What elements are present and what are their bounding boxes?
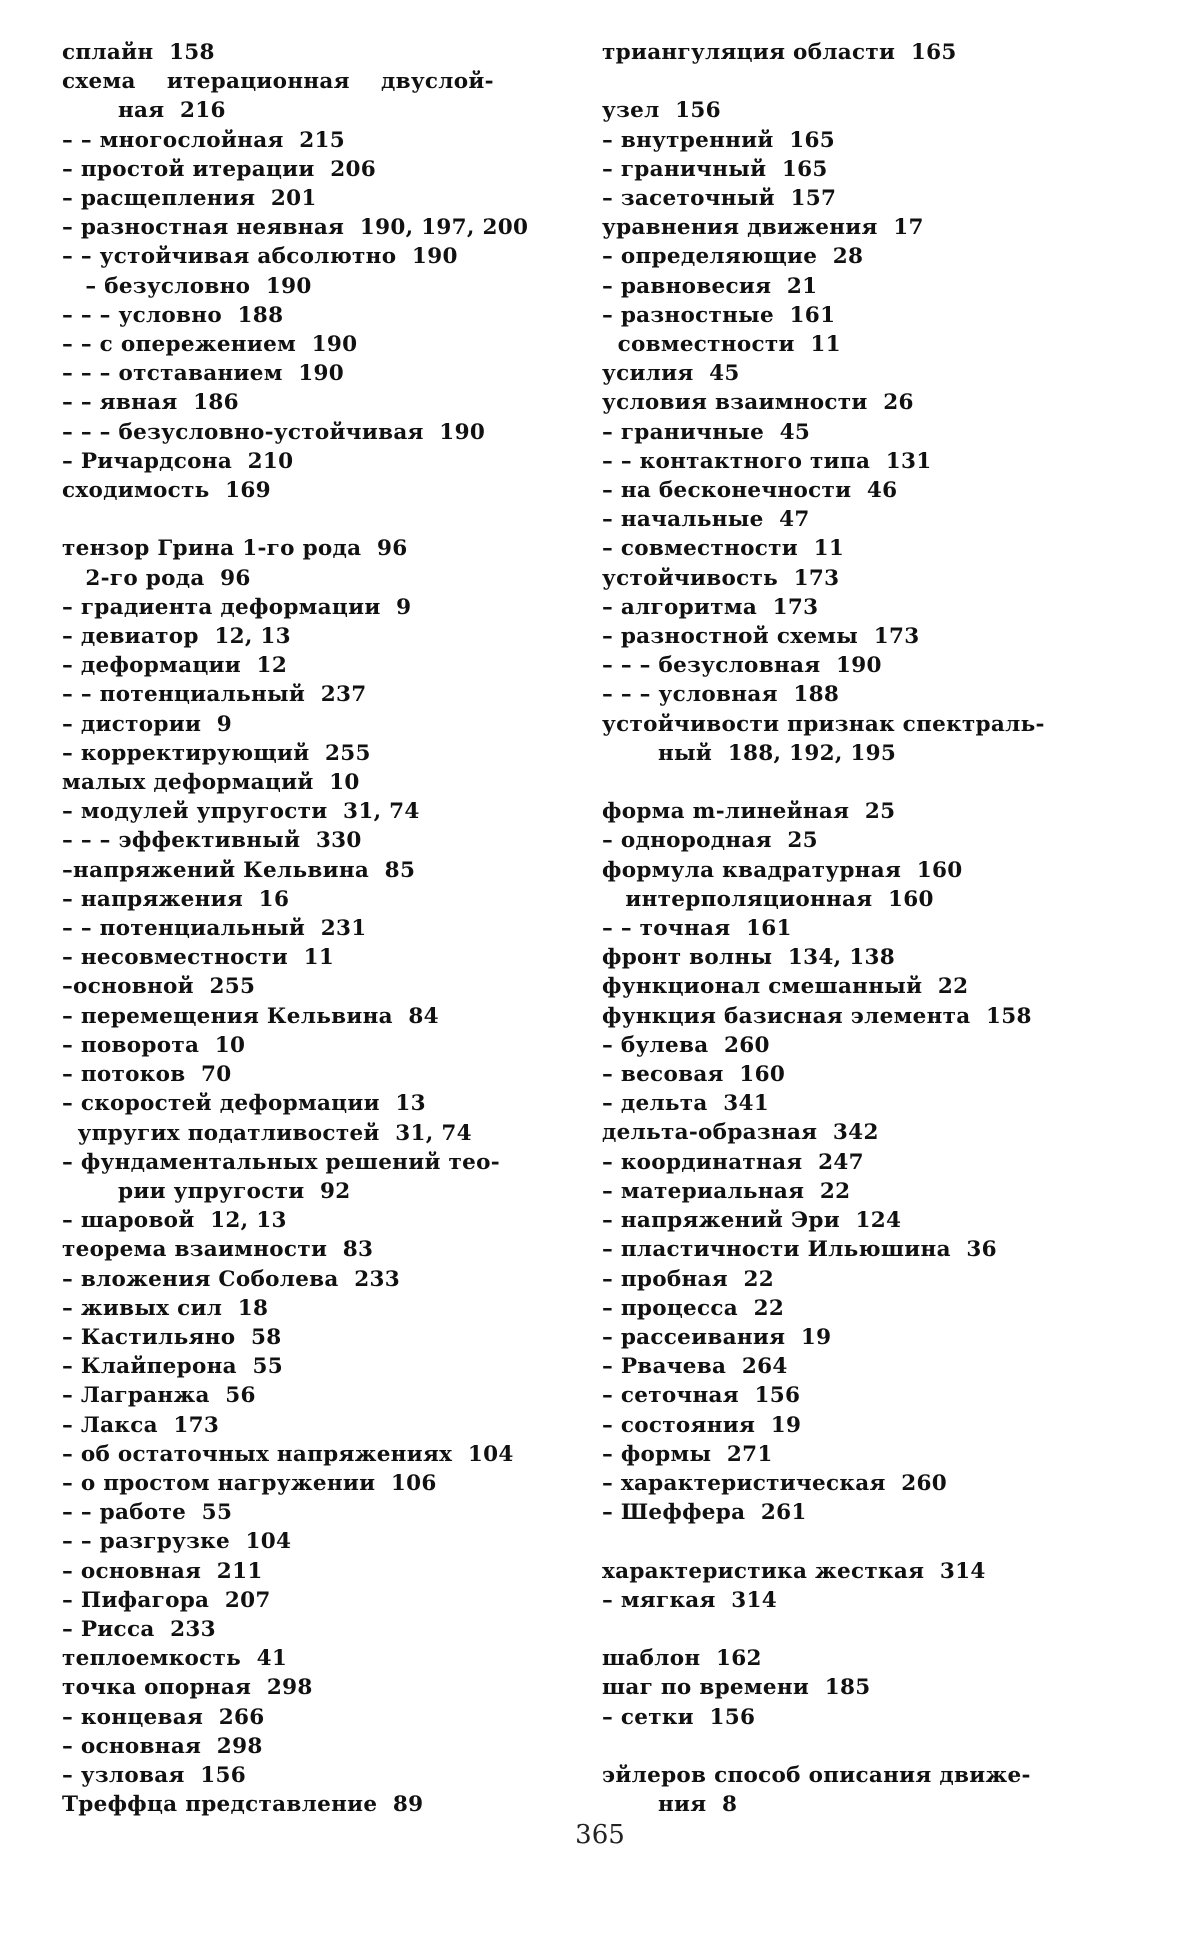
page-number: 365 <box>575 1820 625 1850</box>
index-entry: ный 188, 192, 195 <box>658 740 897 766</box>
index-entry: – – многослойная 215 <box>62 127 345 153</box>
index-entry: – несовместности 11 <box>62 945 335 971</box>
index-entry: – напряжений Эри 124 <box>602 1208 902 1234</box>
index-column-left <box>62 38 562 1819</box>
index-entry: – живых сил 18 <box>62 1295 269 1321</box>
index-entry: – об остаточных напряжениях 104 <box>62 1441 514 1467</box>
index-entry: – разностной схемы 173 <box>602 624 920 650</box>
index-entry: – пробная 22 <box>602 1266 775 1292</box>
index-entry: – равновесия 21 <box>602 273 818 299</box>
index-entry: – начальные 47 <box>602 507 810 533</box>
index-entry: – – с опережением 190 <box>62 332 358 358</box>
index-entry: – Ричардсона 210 <box>62 448 294 474</box>
index-gap <box>602 67 1122 96</box>
index-entry: – Рвачева 264 <box>602 1354 788 1380</box>
index-entry: рии упругости 92 <box>118 1178 351 1204</box>
index-entry: – разностные 161 <box>602 302 836 328</box>
index-entry: – о простом нагружении 106 <box>62 1470 437 1496</box>
index-entry: – – – эффективный 330 <box>62 828 362 854</box>
index-entry: – Шеффера 261 <box>602 1500 807 1526</box>
index-entry: – булева 260 <box>602 1032 770 1058</box>
index-entry: – – потенциальный 237 <box>62 682 367 708</box>
index-entry: шаблон 162 <box>602 1646 762 1672</box>
index-entry: 2-го рода 96 <box>62 565 251 591</box>
index-entry: Треффца представление 89 <box>62 1792 424 1818</box>
index-gap <box>602 1615 1122 1644</box>
index-entry: шаг по времени 185 <box>602 1675 871 1701</box>
index-entry: схема итерационная двуслой- <box>62 69 494 95</box>
index-entry: – состояния 19 <box>602 1412 802 1438</box>
index-entry: – напряжения 16 <box>62 886 290 912</box>
index-entry: узел 156 <box>602 98 721 124</box>
index-entry: – скоростей деформации 13 <box>62 1091 426 1117</box>
index-entry: – перемещения Кельвина 84 <box>62 1003 439 1029</box>
index-entry: тензор Грина 1-го рода 96 <box>62 536 408 562</box>
index-entry: – – – условная 188 <box>602 682 840 708</box>
index-entry: – сеточная 156 <box>602 1383 801 1409</box>
index-entry: – граничный 165 <box>602 156 828 182</box>
index-entry: – – устойчивая абсолютно 190 <box>62 244 458 270</box>
index-column-right <box>602 38 1122 1819</box>
index-entry: – алгоритма 173 <box>602 594 819 620</box>
index-entry: – узловая 156 <box>62 1762 247 1788</box>
index-entry: – градиента деформации 9 <box>62 594 412 620</box>
index-entry: – – – отставанием 190 <box>62 361 345 387</box>
index-entry: – весовая 160 <box>602 1062 786 1088</box>
index-entry: – концевая 266 <box>62 1704 265 1730</box>
index-entry: – корректирующий 255 <box>62 740 371 766</box>
index-entry: – пластичности Ильюшина 36 <box>602 1237 997 1263</box>
index-entry: условия взаимности 26 <box>602 390 914 416</box>
index-entry: устойчивость 173 <box>602 565 840 591</box>
index-entry: устойчивости признак спектраль- <box>602 711 1045 737</box>
index-entry: – мягкая 314 <box>602 1587 778 1613</box>
index-entry: – Клайперона 55 <box>62 1354 283 1380</box>
index-gap <box>62 505 562 534</box>
index-entry: функционал смешанный 22 <box>602 974 969 1000</box>
index-entry: – рассеивания 19 <box>602 1324 832 1350</box>
index-gap <box>602 1732 1122 1761</box>
index-entry: – дельта 341 <box>602 1091 769 1117</box>
index-entry: дельта-образная 342 <box>602 1120 879 1146</box>
index-entry: сходимость 169 <box>62 478 271 504</box>
index-entry: –напряжений Кельвина 85 <box>62 857 416 883</box>
index-entry: – деформации 12 <box>62 653 288 679</box>
index-entry: – – – условно 188 <box>62 302 284 328</box>
index-entry: – координатная 247 <box>602 1149 864 1175</box>
index-entry: –основной 255 <box>62 974 256 1000</box>
index-entry: – внутренний 165 <box>602 127 836 153</box>
index-entry: – формы 271 <box>602 1441 773 1467</box>
index-entry: фронт волны 134, 138 <box>602 945 896 971</box>
index-entry: теорема взаимности 83 <box>62 1237 374 1263</box>
index-entry: – фундаментальных решений тео- <box>62 1149 500 1175</box>
index-entry: – – разгрузке 104 <box>62 1529 292 1555</box>
index-gap <box>602 1527 1122 1556</box>
index-entry: – засеточный 157 <box>602 186 837 211</box>
index-entry: форма m-линейная 25 <box>602 799 896 825</box>
index-entry: – – – безусловная 190 <box>602 653 882 679</box>
index-entry: – основная 211 <box>62 1558 263 1584</box>
index-entry: эйлеров способ описания движе- <box>602 1762 1031 1788</box>
index-entry: – – работе 55 <box>62 1500 233 1526</box>
index-entry: – граничные 45 <box>602 419 811 445</box>
index-entry: – совместности 11 <box>602 536 845 562</box>
index-entry: – дистории 9 <box>62 711 233 737</box>
index-entry: – сетки 156 <box>602 1704 756 1730</box>
index-entry: – безусловно 190 <box>62 273 312 299</box>
index-entry: – – – безусловно-устойчивая 190 <box>62 419 486 445</box>
index-entry: – на бесконечности 46 <box>602 478 898 504</box>
index-entry: малых деформаций 10 <box>62 770 360 796</box>
index-entry: точка опорная 298 <box>62 1675 313 1701</box>
index-gap <box>602 768 1122 797</box>
index-entry: – процесса 22 <box>602 1295 785 1321</box>
index-entry: – поворота 10 <box>62 1032 246 1058</box>
index-entry: сплайн 158 <box>62 40 215 65</box>
index-entry: – – контактного типа 131 <box>602 448 932 474</box>
index-entry: – Лакса 173 <box>62 1412 220 1438</box>
index-entry: – расщепления 201 <box>62 186 317 212</box>
index-entry: – девиатор 12, 13 <box>62 624 291 650</box>
index-entry: усилия 45 <box>602 361 740 387</box>
index-entry: упругих податливостей 31, 74 <box>62 1120 472 1146</box>
index-entry: – вложения Соболева 233 <box>62 1266 401 1292</box>
index-entry: – Лагранжа 56 <box>62 1383 256 1409</box>
index-entry: – – явная 186 <box>62 390 239 416</box>
index-entry: формула квадратурная 160 <box>602 857 963 883</box>
index-entry: уравнения движения 17 <box>602 215 924 241</box>
index-entry: интерполяционная 160 <box>602 886 934 912</box>
index-entry: совместности 11 <box>602 332 841 358</box>
index-entry: триангуляция области 165 <box>602 40 957 65</box>
index-entry: – простой итерации 206 <box>62 156 376 182</box>
index-entry: – характеристическая 260 <box>602 1470 948 1496</box>
index-entry: характеристика жесткая 314 <box>602 1558 986 1584</box>
index-entry: – материальная 22 <box>602 1178 851 1204</box>
index-entry: – Пифагора 207 <box>62 1587 271 1613</box>
index-entry: – основная 298 <box>62 1733 263 1759</box>
index-entry: – модулей упругости 31, 74 <box>62 799 420 825</box>
index-entry: – шаровой 12, 13 <box>62 1208 287 1234</box>
index-entry: – однородная 25 <box>602 828 818 854</box>
index-entry: – разностная неявная 190, 197, 200 <box>62 215 529 241</box>
index-entry: – определяющие 28 <box>602 244 864 270</box>
index-entry: – – потенциальный 231 <box>62 916 367 942</box>
index-entry: – – точная 161 <box>602 916 792 942</box>
index-entry: – потоков 70 <box>62 1062 232 1088</box>
index-entry: функция базисная элемента 158 <box>602 1003 1032 1029</box>
index-entry: – Кастильяно 58 <box>62 1324 282 1350</box>
index-entry: – Рисса 233 <box>62 1616 216 1642</box>
index-entry: теплоемкость 41 <box>62 1646 288 1672</box>
index-entry: ния 8 <box>658 1792 738 1818</box>
index-entry: ная 216 <box>118 98 226 124</box>
